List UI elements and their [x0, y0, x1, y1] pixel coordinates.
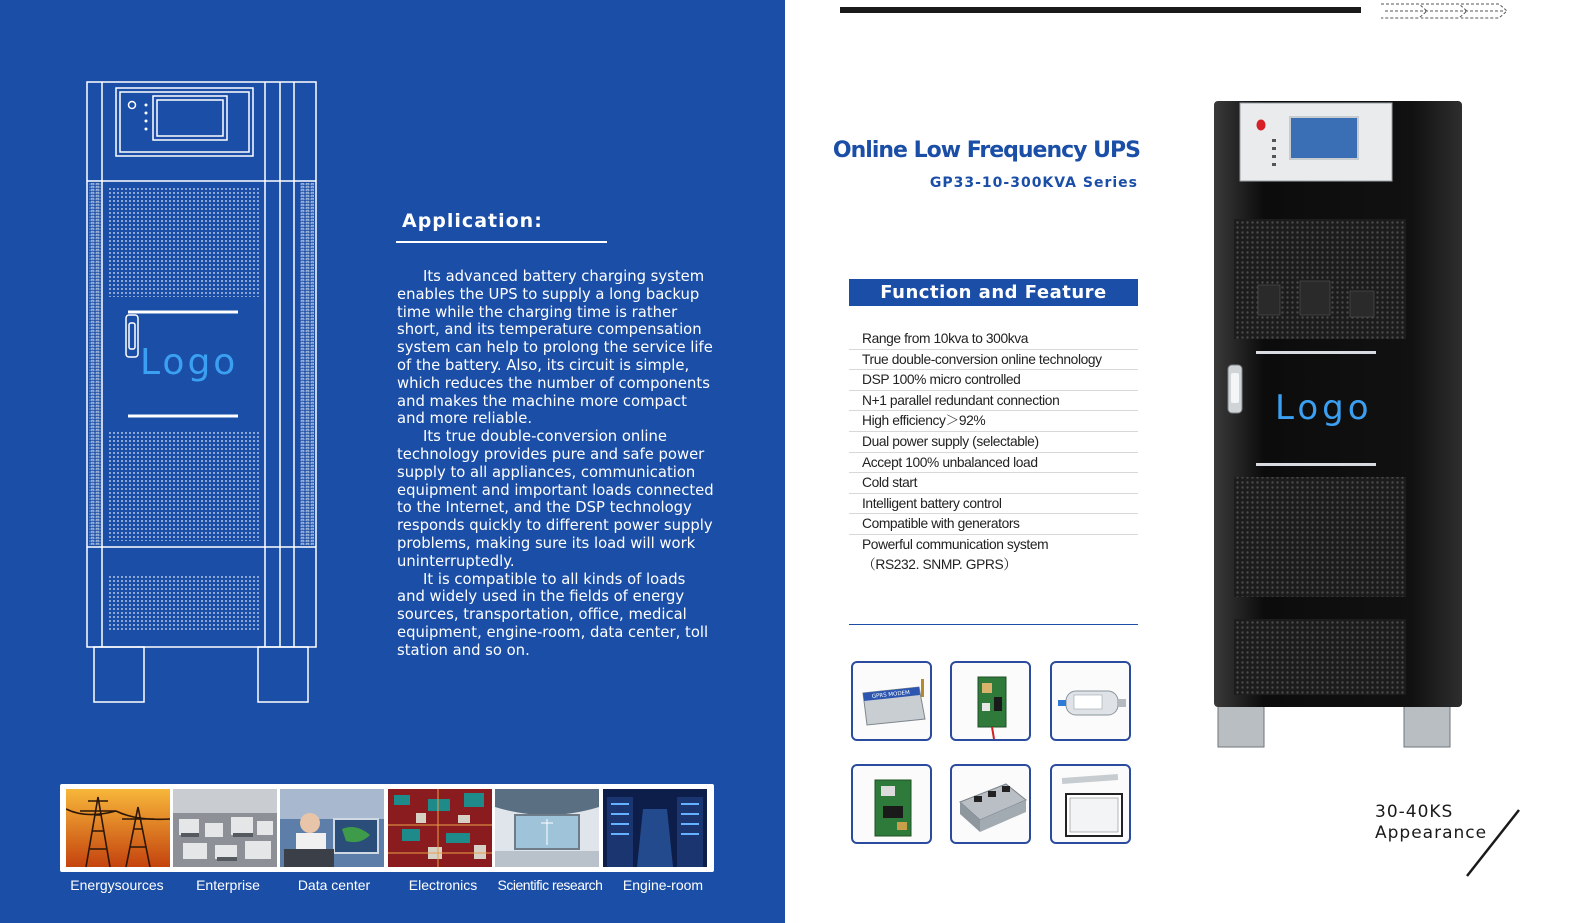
gprs-modem-thumbnail: [851, 661, 932, 741]
application-heading: Application:: [402, 210, 543, 232]
top-rule: [840, 7, 1361, 13]
feature-item: DSP 100% micro controlled: [849, 370, 1138, 391]
model-number: 30-40KS: [1375, 802, 1454, 822]
data-center-photo: [280, 789, 384, 867]
ups-line-drawing: [80, 75, 325, 707]
field-caption-energy: Energysources: [70, 877, 164, 893]
scientific-research-photo: [495, 789, 599, 867]
cabinet-logo: Logo: [1275, 388, 1373, 428]
application-paragraph: Its advanced battery charging system enables the UPS to supply a long backup time while the charging time is rather short, and its temperature compensation system can help to prolong the service life of the battery. Also, its circuit is simple, which reduces the number of components and makes the machine more compact and more reliable.: [397, 268, 713, 428]
decorative-arrows-icon: [1379, 0, 1514, 22]
energy-sources-photo: [66, 789, 170, 867]
feature-item: N+1 parallel redundant connection: [849, 391, 1138, 412]
feature-end-rule: [849, 624, 1138, 625]
field-caption-engine-room: Engine-room: [622, 877, 704, 893]
gprs-label: GPRS MODEM: [871, 690, 911, 700]
application-paragraph: Its true double-conversion online technology provides pure and safe power supply to all appliances, communication equipment and important loads connected to the Internet, and the DSP technology responds quickly to different power supply problems, making sure its load will work uninterruptedly.: [397, 428, 714, 570]
feature-item: Dual power supply (selectable): [849, 432, 1138, 453]
feature-item: Compatible with generators: [849, 514, 1138, 535]
slash-decoration-icon: [1463, 806, 1523, 880]
gprs-modem-image: [853, 663, 932, 741]
feature-list: [849, 329, 1138, 575]
sketch-logo: Logo: [140, 342, 239, 383]
control-board-image: [952, 663, 1031, 741]
application-text: [397, 268, 717, 660]
feature-header: Function and Feature: [849, 279, 1138, 306]
feature-item: Cold start: [849, 473, 1138, 494]
field-caption-enterprise: Enterprise: [196, 877, 260, 893]
feature-item: Intelligent battery control: [849, 494, 1138, 515]
engine-room-photo: [603, 789, 707, 867]
feature-item: High efficiency＞92%: [849, 411, 1138, 432]
right-panel: [785, 0, 1574, 923]
model-caption: Appearance: [1375, 823, 1488, 843]
control-board-thumbnail: [950, 661, 1031, 741]
product-series: GP33-10-300KVA Series: [929, 175, 1138, 191]
capacitor-thumbnail: [1050, 661, 1131, 741]
capacitor-image: [1052, 663, 1131, 741]
field-caption-electronics: Electronics: [408, 877, 478, 893]
enterprise-photo: [173, 789, 277, 867]
interface-card-thumbnail: [851, 764, 932, 844]
application-paragraph: It is compatible to all kinds of loads and widely used in the fields of energy sources, transportation, office, medical equipment, engine-room, data center, toll station and so on.: [397, 570, 709, 659]
electronics-photo: [388, 789, 492, 867]
display-panel-image: [1052, 766, 1131, 844]
heatsink-thumbnail: [950, 764, 1031, 844]
interface-card-image: [853, 766, 932, 844]
left-panel: [0, 0, 785, 923]
feature-item: True double-conversion online technology: [849, 350, 1138, 371]
display-panel-thumbnail: [1050, 764, 1131, 844]
field-photo-strip: [60, 784, 714, 872]
product-title: Online Low Frequency UPS: [832, 138, 1140, 163]
feature-note: （RS232. SNMP. GPRS）: [862, 556, 1017, 572]
heatsink-image: [952, 766, 1031, 844]
field-caption-research: Scientific research: [497, 877, 603, 893]
feature-item: Powerful communication system: [862, 536, 1049, 552]
feature-item: Accept 100% unbalanced load: [849, 453, 1138, 474]
field-caption-data-center: Data center: [297, 877, 371, 893]
feature-item: Range from 10kva to 300kva: [849, 329, 1138, 350]
application-underline: [396, 241, 607, 243]
